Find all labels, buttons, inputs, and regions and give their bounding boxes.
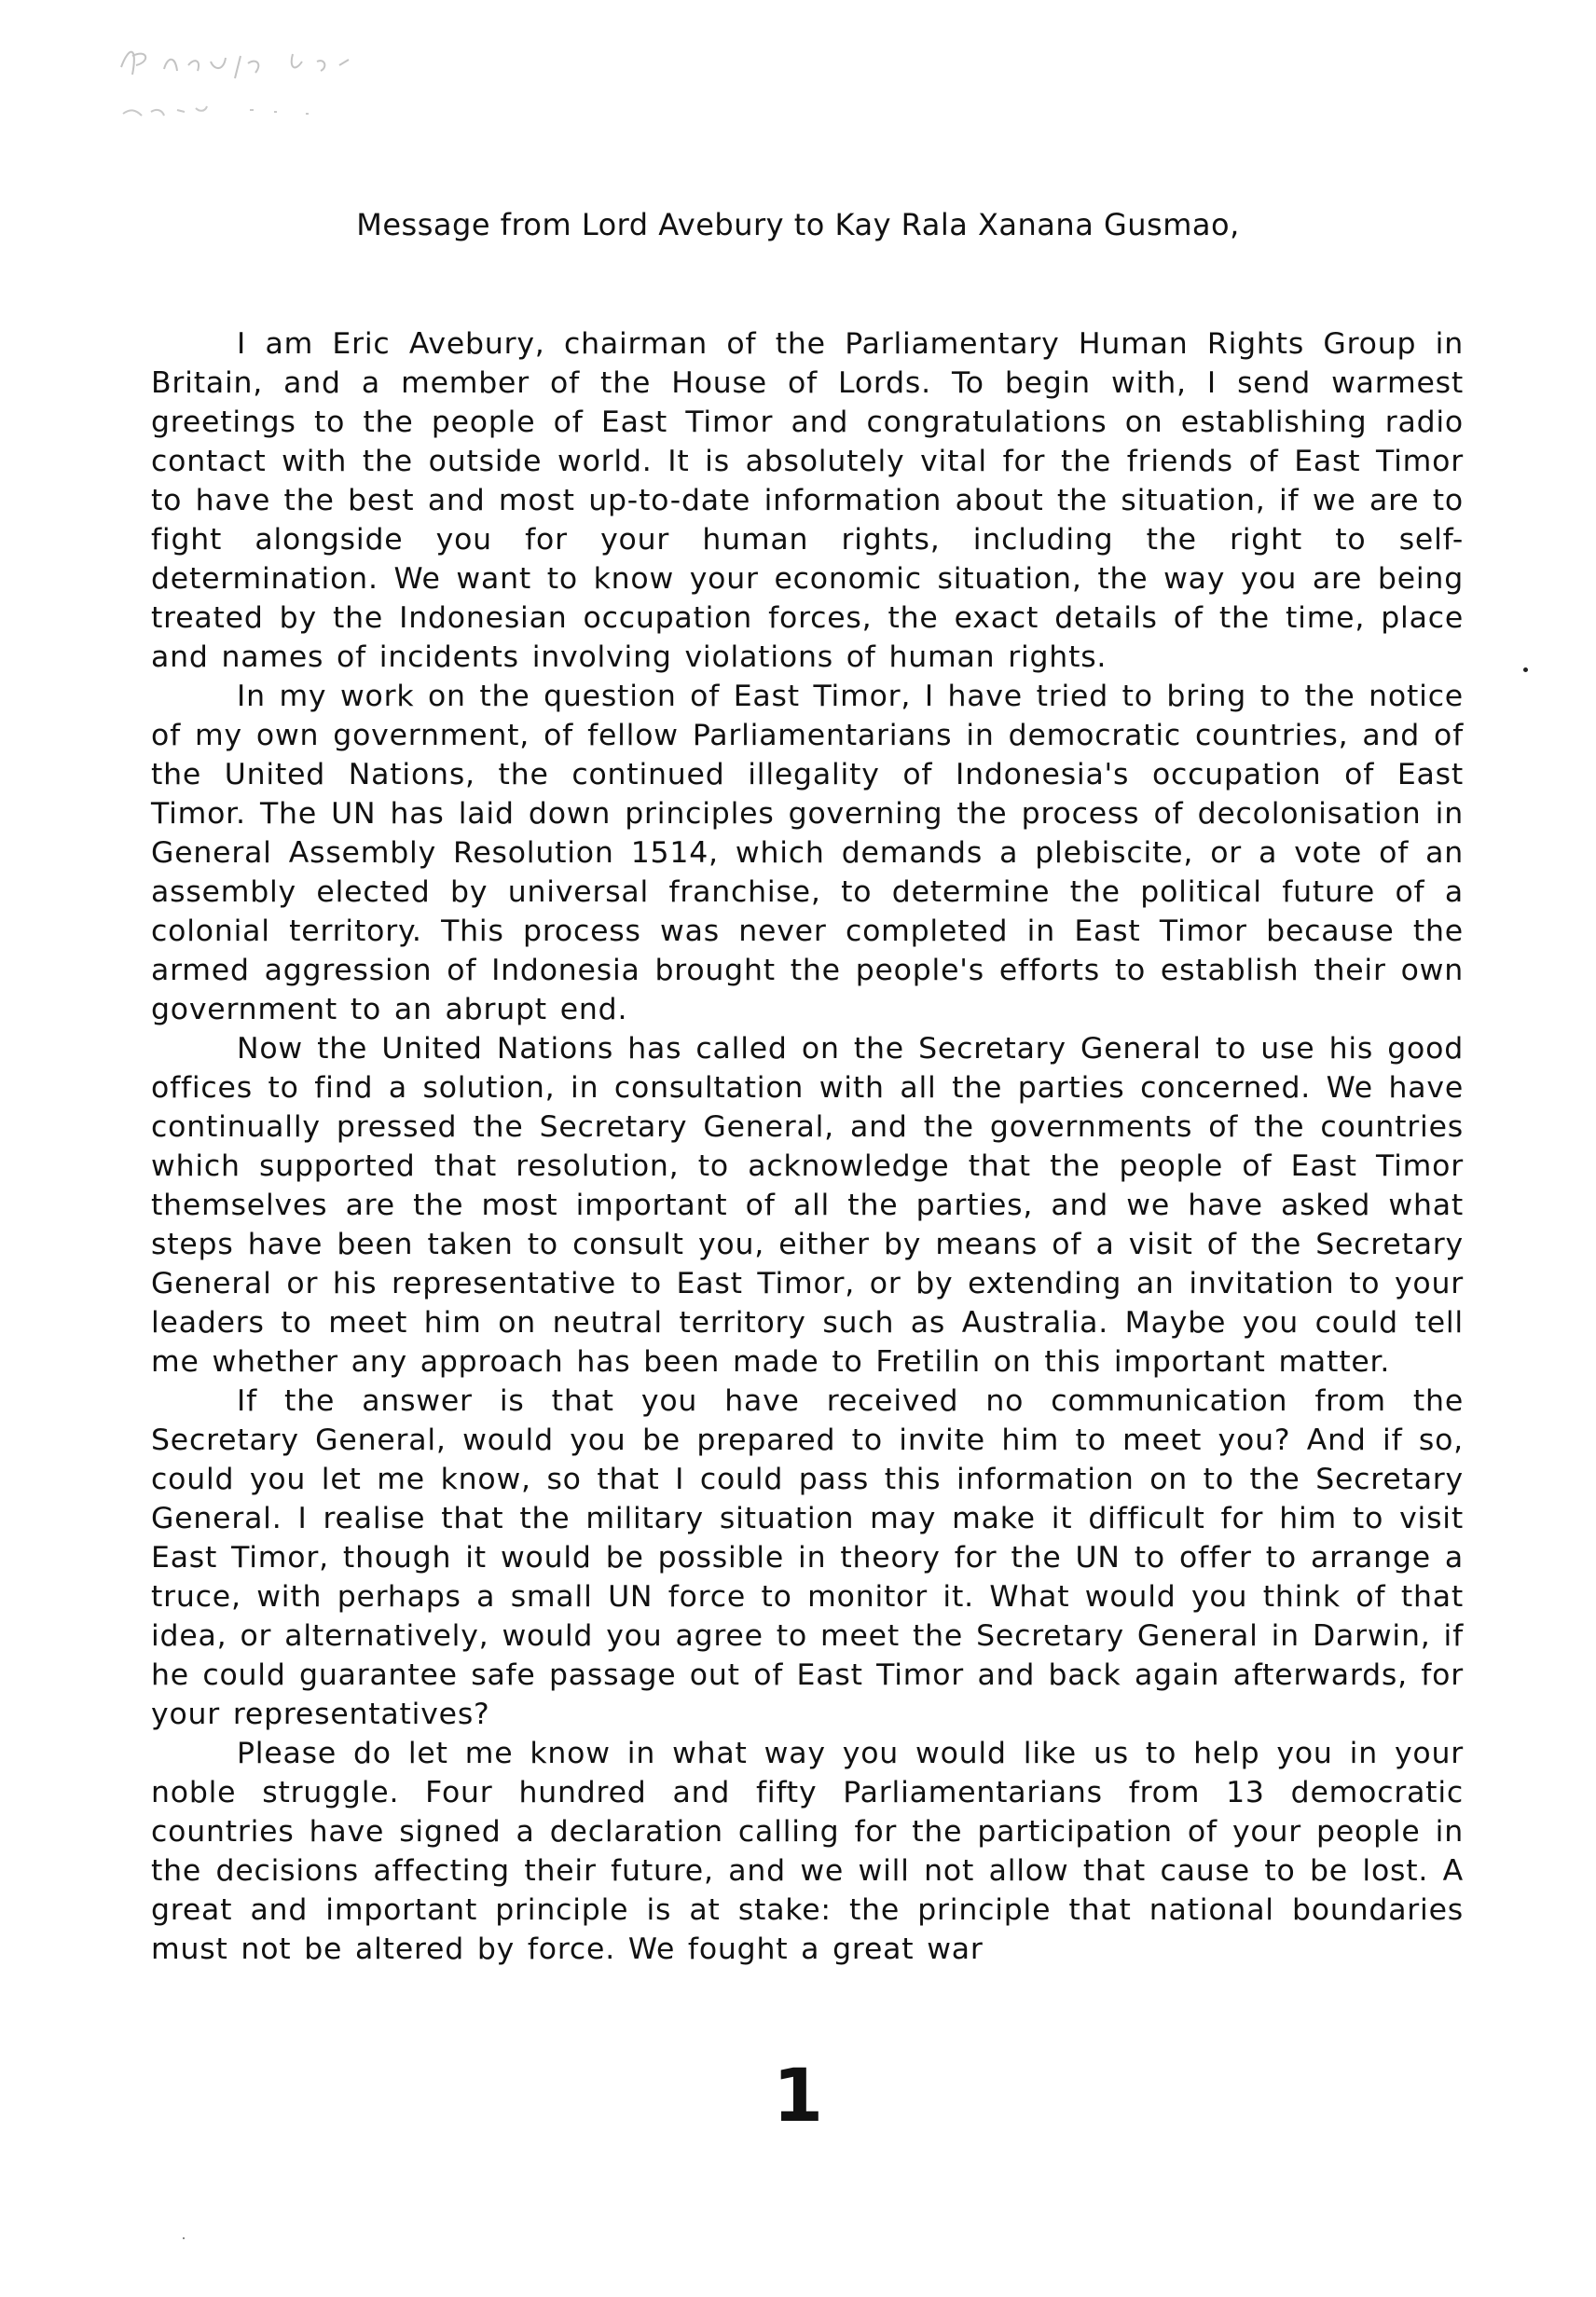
letter-title: Message from Lord Avebury to Kay Rala Xanana Gusmao, [356,207,1240,242]
paragraph-3: Now the United Nations has called on the Secretary General to use his good offices to find a solution, in consultation with all the parties concerned. We have continually pressed the Secretary General, and the governments of the countries which supported that resolution, to acknowledge that the people of East Timor themselves are the most important of all the parties, and we have asked what steps have been taken to consult you, either by means of a visit of the Secretary General or his representative to East Timor, or by extending an invitation to your leaders to meet him on neutral territory such as Australia. Maybe you could tell me whether any approach has been made to Fretilin on this important matter. [151,1032,1464,1379]
scan-speck [183,2237,185,2239]
handwritten-annotation [110,28,464,131]
paragraph-4: If the answer is that you have received no communication from the Secretary General, would you be prepared to invite him to meet you? And if so, could you let me know, so that I could pass this information on to the Secretary General. I realise that the military situation may make it difficult for him to visit East Timor, though it would be possible in theory for the UN to offer to arrange a truce, with perhaps a small UN force to monitor it. What would you think of that idea, or alternatively, would you agree to meet the Secretary General in Darwin, if he could guarantee safe passage out of East Timor and back again afterwards, for your representatives? [151,1384,1464,1731]
margin-speck [1523,667,1528,672]
page-number: 1 [772,2055,824,2139]
letter-body [151,324,1464,1969]
paragraph-2: In my work on the question of East Timor, I have tried to bring to the notice of my own government, of fellow Parliamentarians in democratic countries, and of the United Nations, the continued illegality of Indonesia's occupation of East Timor. The UN has laid down principles governing the process of decolonisation in General Assembly Resolution 1514, which demands a plebiscite, or a vote of an assembly elected by universal franchise, to determine the political future of a colonial territory. This process was never completed in East Timor because the armed aggression of Indonesia brought the people's efforts to establish their own government to an abrupt end. [151,680,1464,1026]
paragraph-5: Please do let me know in what way you would like us to help you in your noble struggle. Four hundred and fifty Parliamentarians from 13 democratic countries have signed a declaration calling for the participation of your people in the decisions affecting their future, and we will not allow that cause to be lost. A great and important principle is at stake: the principle that national boundaries must not be altered by force. We fought a great war [151,1737,1464,1966]
paragraph-1: I am Eric Avebury, chairman of the Parliamentary Human Rights Group in Britain, and a member of the House of Lords. To begin with, I send warmest greetings to the people of East Timor and congratulations on establishing radio contact with the outside world. It is absolutely vital for the friends of East Timor to have the best and most up-to-date information about the situation, if we are to fight alongside you for your human rights, including the right to self-determination. We want to know your economic situation, the way you are being treated by the Indonesian occupation forces, the exact details of the time, place and names of incidents involving violations of human rights. [151,327,1464,674]
